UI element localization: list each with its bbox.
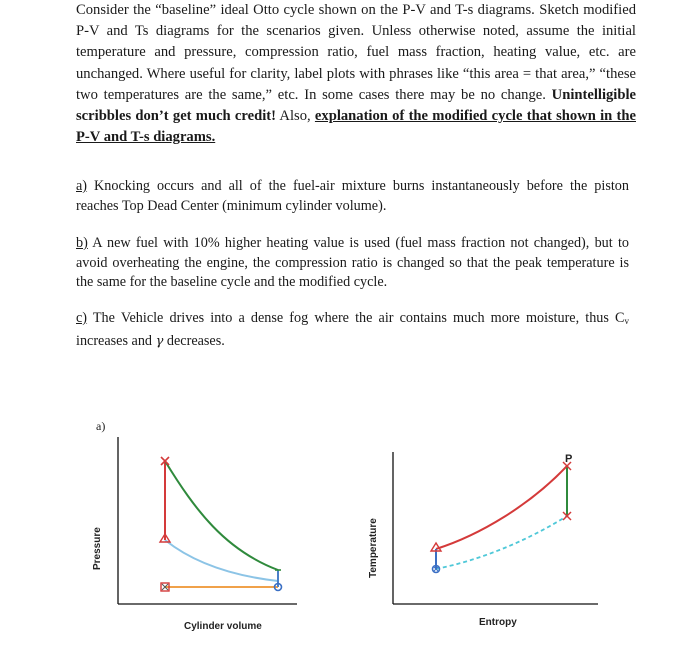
pv-diagram: [92, 437, 297, 632]
question-a-label: a): [76, 178, 88, 194]
intro-text: Consider the “baseline” ideal Otto cycle shown on the P-V and T-s diagrams. Sketch modified P-V and Ts diagrams for the scenarios given. Unless otherwise noted, assume the initial temperature and pressure, compression ratio, fuel mass fraction, heating value, etc. are unchanged. Where useful for clarity, label plots with phrases like “this area = that area,” “these two temperatures are the same,” etc. In some cases there may be no change.: [76, 2, 636, 103]
pv-compression-curve: [165, 540, 278, 581]
question-b-label: b): [76, 235, 88, 251]
cv-subscript: v: [624, 316, 629, 326]
ts-y-axis-label: Temperature: [368, 518, 379, 578]
question-b-text: A new fuel with 10% higher heating value is used (fuel mass fraction not changed), but to avoid overheating the engine, the compression ratio is changed so that the peak temperature is the same for the baseline cycle and the modified cycle.: [76, 235, 629, 290]
ts-x-axis-label: Entropy: [479, 617, 517, 628]
intro-bold-underlined: explanation of the modified cycle that shown in the P-V and T-s diagrams.: [76, 108, 636, 146]
ts-heat-addition-curve: [436, 466, 567, 549]
pv-x-axis-label: Cylinder volume: [184, 621, 262, 632]
ts-point-label: P: [565, 453, 573, 465]
question-c-text-3: decreases.: [163, 332, 225, 349]
diagram-panel-label: a): [96, 419, 106, 433]
question-c-text-2: increases and: [76, 332, 156, 349]
pv-expansion-curve: [165, 461, 278, 570]
intro-bold-warning: Unintelligible scribbles don’t get much credit!: [76, 86, 636, 125]
intro-text-also: Also,: [275, 108, 315, 125]
question-c-label: c): [76, 310, 88, 326]
pv-y-axis-label: Pressure: [92, 527, 103, 570]
ts-diagram: [368, 452, 598, 628]
question-a-text: Knocking occurs and all of the fuel-air mixture burns instantaneously before the piston reaches Top Dead Center (minimum cylinder volume).: [76, 178, 629, 214]
gamma-symbol: γ: [155, 333, 164, 349]
question-c-text-1: The Vehicle drives into a dense fog where the air contains much more moisture, thus C: [87, 310, 625, 326]
